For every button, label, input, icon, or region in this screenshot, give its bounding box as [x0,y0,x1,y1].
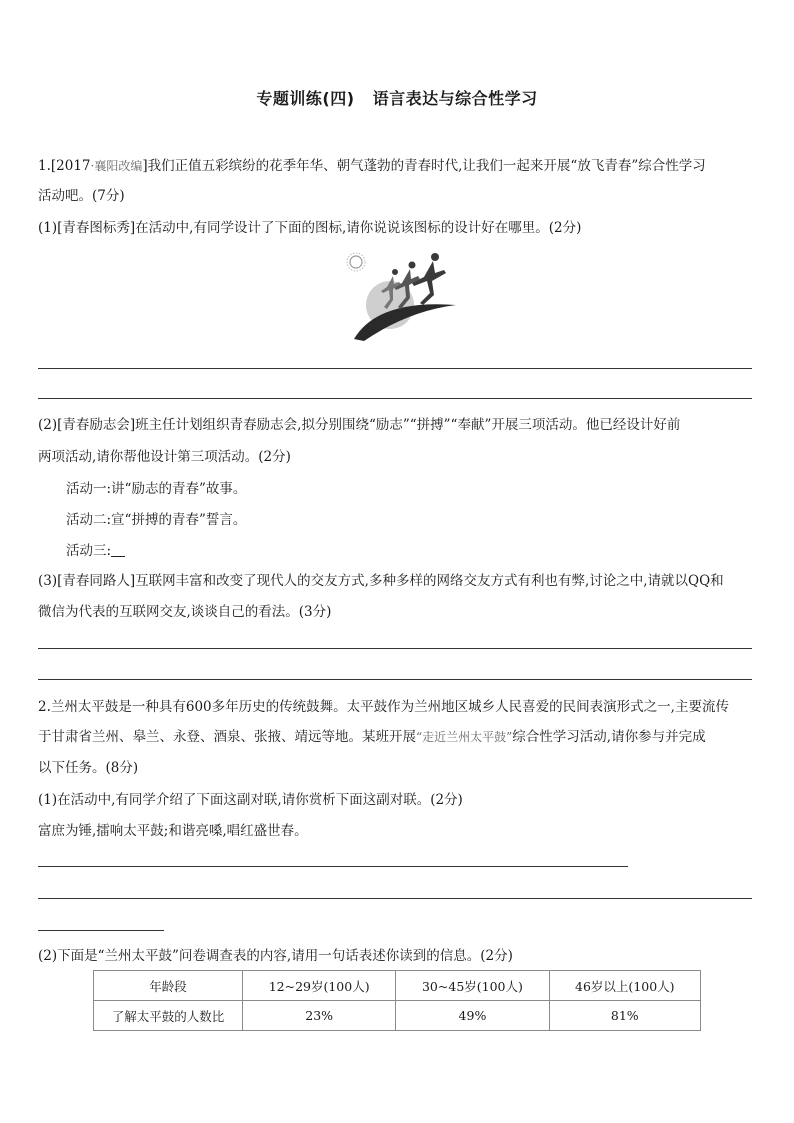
page-title [0,86,794,109]
q2-stem-line1: 2.兰州太平鼓是一种具有600多年历史的传统鼓舞。太平鼓作为兰州地区城乡人民喜爱的民间表演形式之一,主要流传 [38,699,729,715]
sun-icon [347,253,365,271]
q1-stem-line1: 1.[2017·襄阳改编]我们正值五彩缤纷的花季年华、朝气蓬勃的青春时代,让我们一起来开展“放飞青春”综合性学习 [38,158,706,174]
answer-line[interactable] [38,866,628,867]
answer-line[interactable] [38,898,752,899]
answer-line[interactable] [38,679,752,680]
activity-1: 活动一:讲“励志的青春”故事。 [66,481,247,497]
q1-source: ·襄阳改编 [90,159,143,173]
table-header-cell: 12~29岁(100人) [243,971,396,1001]
q1-sub1: (1)[青春图标秀]在活动中,有同学设计了下面的图标,请你说说该图标的设计好在哪里。(2分) [38,220,582,236]
table-row [94,1001,701,1031]
q2-stem-line3: 以下任务。(8分) [38,760,139,776]
survey-table [93,970,701,1031]
activity-3-blank[interactable] [111,542,125,557]
couplet: 富庶为锤,擂响太平鼓;和谐亮嗓,唱红盛世春。 [38,823,308,839]
q1-sub2-line2: 两项活动,请你帮他设计第三项活动。(2分) [38,449,291,465]
title-part1: 专题训练(四) [256,89,355,108]
q2-stem-line2: 于甘肃省兰州、皋兰、永登、酒泉、张掖、靖远等地。某班开展“走近兰州太平鼓”综合性学习活动,请你参与并完成 [38,729,706,745]
answer-line[interactable] [38,368,752,369]
answer-line[interactable] [38,648,752,649]
q1-sub3-line2: 微信为代表的互联网交友,谈谈自己的看法。(3分) [38,604,332,620]
q1-sub2-line1: (2)[青春励志会]班主任计划组织青春励志会,拟分别围绕“励志”“拼搏”“奉献”开展三项活动。他已经设计好前 [38,417,681,433]
q2-sub1: (1)在活动中,有同学介绍了下面这副对联,请你赏析下面这副对联。(2分) [38,792,463,808]
q2-sub2: (2)下面是“兰州太平鼓”问卷调查表的内容,请用一句话表述你读到的信息。(2分) [38,948,513,964]
table-cell: 81% [549,1001,700,1031]
activity-2: 活动二:宣“拼搏的青春”誓言。 [66,512,247,528]
table-cell: 了解太平鼓的人数比 [94,1001,243,1031]
activity-3: 活动三: [66,542,125,560]
q2-activity-name: “走近兰州太平鼓” [416,730,513,744]
table-cell: 49% [396,1001,549,1031]
answer-line[interactable] [38,398,752,399]
table-header-cell: 46岁以上(100人) [549,971,700,1001]
table-header-cell: 30~45岁(100人) [396,971,549,1001]
q1-sub3-line1: (3)[青春同路人]互联网丰富和改变了现代人的交友方式,多种多样的网络交友方式有利也有弊,讨论之中,请就以QQ和 [38,573,724,589]
table-header-row [94,971,701,1001]
footnote-rule [38,930,164,931]
q1-stem-line2: 活动吧。(7分) [38,188,125,204]
table-header-cell: 年龄段 [94,971,243,1001]
youth-emblem-image [338,247,458,343]
title-part2: 语言表达与综合性学习 [372,89,538,108]
table-cell: 23% [243,1001,396,1031]
